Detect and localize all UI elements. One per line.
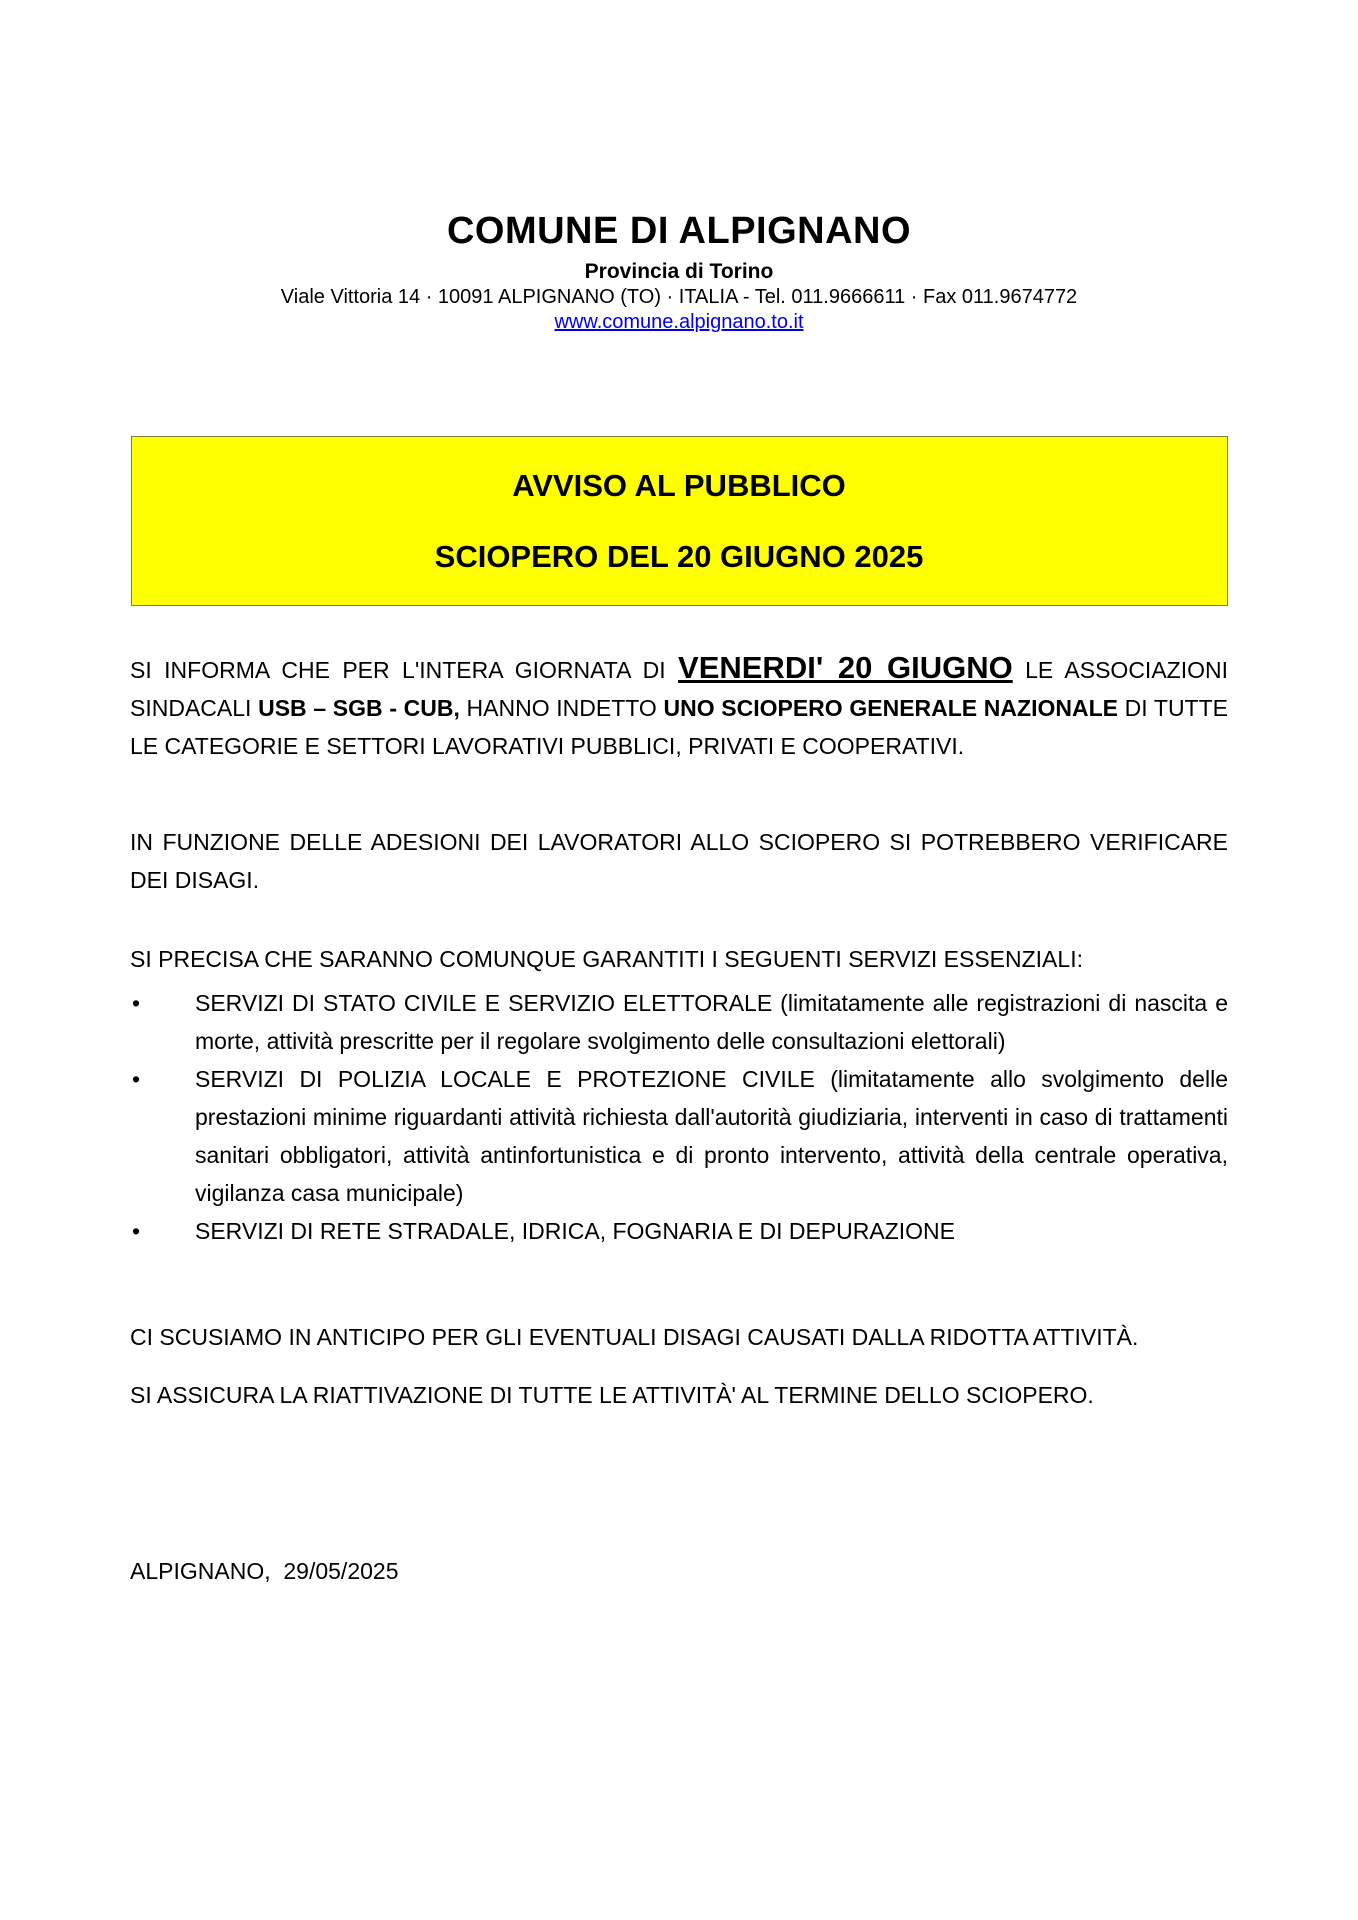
place-date-line: ALPIGNANO, 29/05/2025 — [130, 1557, 399, 1584]
bullet-icon: • — [132, 989, 141, 1016]
list-item-text: SERVIZI DI STATO CIVILE E SERVIZIO ELETTORALE (limitatamente alle registrazioni di nascita e morte, attività prescritte per il regolare svolgimento delle consultazioni elettorali) — [195, 989, 1228, 1054]
services-list — [130, 984, 1228, 1250]
province-subtitle: Provincia di Torino — [584, 259, 774, 283]
paragraph-announcement — [130, 651, 1228, 765]
paragraph-announcement-seg4: DI TUTTE LE CATEGORIE E SETTORI LAVORATIVI PUBBLICI, PRIVATI E COOPERATIVI. — [130, 694, 1228, 759]
notice-subtitle: SCIOPERO DEL 20 GIUGNO 2025 — [434, 538, 924, 574]
list-item-text: SERVIZI DI RETE STRADALE, IDRICA, FOGNARIA E DI DEPURAZIONE — [195, 1217, 955, 1244]
address-line: Viale Vittoria 14 · 10091 ALPIGNANO (TO) · ITALIA - Tel. 011.9666611 · Fax 011.9674772 — [280, 285, 1078, 308]
notice-title: AVVISO AL PUBBLICO — [512, 467, 846, 503]
unions-bold: USB – SGB - CUB, — [258, 694, 460, 721]
website-link[interactable]: www.comune.alpignano.to.it — [554, 310, 804, 333]
page-title: COMUNE DI ALPIGNANO — [446, 210, 912, 252]
paragraph-guaranteed-services: SI PRECISA CHE SARANNO COMUNQUE GARANTITI I SEGUENTI SERVIZI ESSENZIALI: — [130, 945, 1083, 972]
paragraph-announcement-seg3: HANNO INDETTO — [459, 694, 664, 721]
paragraph-disruptions: IN FUNZIONE DELLE ADESIONI DEI LAVORATORI ALLO SCIOPERO SI POTREBBERO VERIFICARE DEI DISAGI. — [130, 828, 1228, 893]
strike-date-emphasis: VENERDI' 20 GIUGNO — [678, 649, 1013, 685]
notice-banner — [131, 436, 1228, 606]
list-item — [130, 1060, 1228, 1212]
paragraph-apology: CI SCUSIAMO IN ANTICIPO PER GLI EVENTUALI DISAGI CAUSATI DALLA RIDOTTA ATTIVITÀ. — [130, 1323, 1139, 1350]
document-body — [130, 651, 1228, 1590]
list-item-text: SERVIZI DI POLIZIA LOCALE E PROTEZIONE CIVILE (limitatamente allo svolgimento delle prestazioni minime riguardanti attività richiesta dall'autorità giudiziaria, interventi in caso di trattamenti sanitari obbligatori, attività antinfortunistica e di pronto intervento, attività della centrale operativa, vigilanza casa municipale) — [195, 1065, 1228, 1206]
bullet-icon: • — [132, 1065, 141, 1092]
letterhead — [0, 0, 1358, 334]
general-strike-bold: UNO SCIOPERO GENERALE NAZIONALE — [663, 694, 1118, 721]
list-item — [130, 1212, 1228, 1250]
list-item — [130, 984, 1228, 1060]
bullet-icon: • — [132, 1217, 141, 1244]
paragraph-announcement-seg1: SI INFORMA CHE PER L'INTERA GIORNATA DI — [130, 656, 679, 683]
paragraph-resumption: SI ASSICURA LA RIATTIVAZIONE DI TUTTE LE ATTIVITÀ' AL TERMINE DELLO SCIOPERO. — [130, 1381, 1094, 1408]
paragraph-announcement-seg2: LE ASSOCIAZIONI SINDACALI — [130, 656, 1228, 721]
